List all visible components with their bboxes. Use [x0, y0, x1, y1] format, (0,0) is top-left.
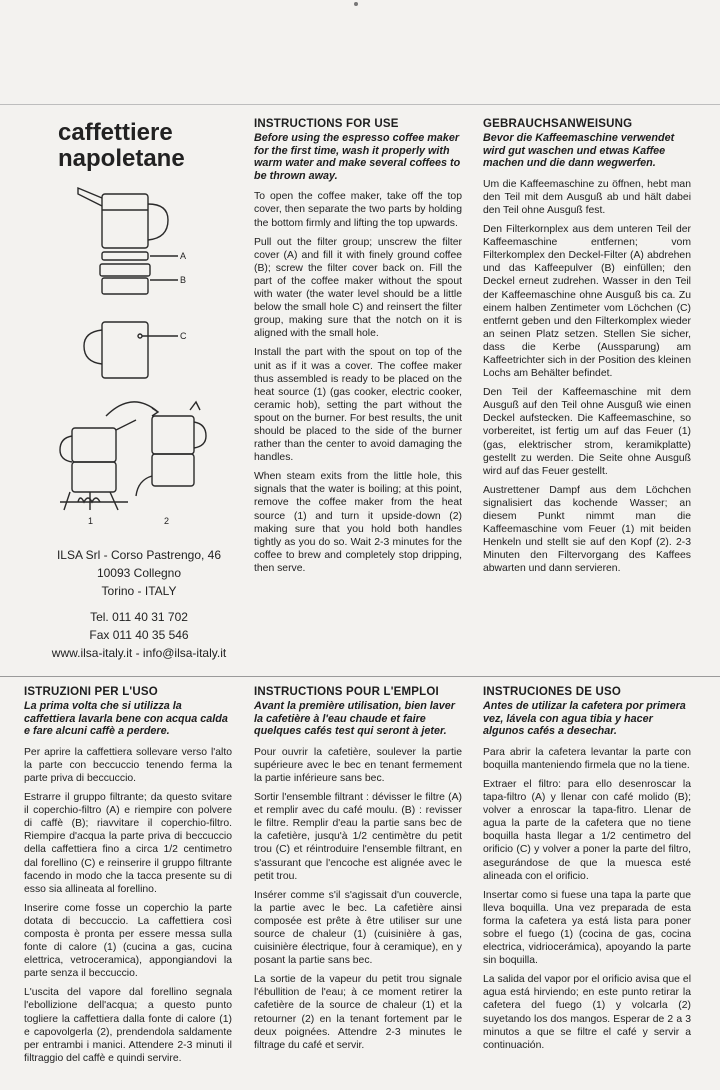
english-paragraph-4: When steam exits from the little hole, this signals that the water is boiling; at this point, remove the coffee maker from the heat source (1) and turn it upside-down (2) making sure that you hold both handles tightly as you do so. Wait 2-3 minutes for the coffee to brew and completely stop dripping, then serve.: [254, 471, 462, 574]
spanish-lead: Antes de utilizar la cafetera por primera vez, lávela con agua tibia y hacer algunos cafés a desechar.: [483, 700, 686, 738]
company-city: 10093 Collegno: [96, 566, 182, 580]
spanish-heading: INSTRUCIONES DE USO: [483, 686, 621, 698]
german-paragraph-2: Den Filterkornplex aus dem unteren Teil der Kaffeemaschine entfernen; vom Filterkomplex den Deckel-Filter (A) abdrehen und das Kaffeepulver (B) einfüllen; den Deckel erneut zudrehen. Wasser in den Teil der Kaffeemaschine ohne Ausguß bis ca. Zu einem halben Zentimeter vom Löchchen (C) entfernt geben und den Filterkomplex wieder an seinen Platz setzen. Stellen Sie sicher, dass die Kerbe (Aussparung) am Kaffeetrichter sich in der Position des kleinen Lochs am Behälter befindet.: [483, 224, 691, 380]
label-1: 1: [88, 516, 94, 526]
spanish-paragraph-1: Para abrir la cafetera levantar la parte con boquilla manteniendo firmela que no la tiene.: [483, 746, 691, 771]
english-paragraph-1: To open the coffee maker, take off the top cover, then separate the two parts by holding the bottom firmly and lifting the top upwards.: [254, 191, 462, 229]
company-region: Torino - ITALY: [101, 584, 177, 598]
company-fax: Fax 011 40 35 546: [89, 628, 189, 642]
top-divider: [0, 104, 720, 105]
french-paragraph-2: Sortir l'ensemble filtrant : dévisser le filtre (A) et remplir avec du café moulu. (B) : revisser le filtre. Remplir d'eau la partie sans bec de la cafetière, jusqu'à 1/2 centimètre du petit trou (C) et réintroduire l'ensemble filtrant, en s'assurant que l'encoche est alignée avec le petit trou.: [254, 792, 462, 882]
water-container-drawing: [84, 322, 178, 378]
english-paragraph-3: Install the part with the spout on top of the unit as if it was a cover. The coffee maker thus assembled is ready to be placed on the heat source (1) (gas cooker, electric cooker, ceramic hob), setting the part without the spout on the burner. For best results, the unit should be placed to the side of the burner rather than the center to avoid damaging the handles.: [254, 347, 462, 464]
label-c: C: [180, 331, 187, 341]
german-paragraph-3: Den Teil der Kaffeemaschine mit dem Ausguß auf den Teil ohne Ausguß wie einen Deckel aufstecken. Die Kaffeemaschine, so vorbereitet, ist fertig um auf das Feuer (1) (gas, elektrischer strom, keramikplatte) gestellt zu werden. Die Seite ohne Ausguß wird auf das Feuer gestellt.: [483, 387, 691, 477]
english-lead: Before using the espresso coffee maker for the first time, wash it properly with warm water and make several coffees to be thrown away.: [254, 132, 461, 182]
coffee-maker-illustration: [40, 180, 240, 530]
italian-paragraph-4: L'uscita del vapore dal forellino segnala l'ebollizione dell'acqua; a questo punto togliere la caffettiera dalla fonte di calore (1) e capovolgerla (2), prendendola saldamente per entrambi i manici. Attendere 2-3 minuti il filtraggio del caffè e quindi servire.: [24, 987, 232, 1064]
spanish-paragraph-2: Extraer el filtro: para ello desenroscar la tapa-filtro (A) y llenar con café molido (B); volver a enroscar la tapa-fitro. Llenar de agua la parte de la cafetera que no tiene boquilla hasta llegar a 1/2 centimetro del orificio (C) y volver a poner la parte del filtro, asegurándose de que la muesca esté alineada con el orificio.: [483, 778, 691, 882]
middle-divider: [0, 676, 720, 677]
label-2: 2: [164, 516, 170, 526]
scan-speck: [354, 2, 358, 6]
company-address: ILSA Srl - Corso Pastrengo, 46: [56, 548, 222, 562]
german-heading: GEBRAUCHSANWEISUNG: [483, 118, 633, 130]
spanish-paragraph-4: La salida del vapor por el orificio avisa que el agua está hirviendo; en este punto retirar la cafetera del fuego (1) y volcarla (2) suyetando los dos mangos. Esperar de 2 a 3 minutos a que se filtre el café y servir a continuación.: [483, 974, 691, 1051]
german-lead: Bevor die Kaffeemaschine verwendet wird gut waschen und etwas Kaffee machen und die dann wegwerfen.: [483, 132, 675, 170]
italian-paragraph-2: Estrarre il gruppo filtrante; da questo svitare il coperchio-filtro (A) e riempire con polvere di caffè (B); riavvitare il coperchio-filtro. Riempire d'acqua la parte priva di beccuccio della caffettiera fino a circa 1/2 centimetro dal forellino (C) e reinserire il gruppo filtrante facendo in modo che la tacca presente su di esso sia allineata al forellino.: [24, 792, 232, 895]
company-web: www.ilsa-italy.it - info@ilsa-italy.it: [51, 646, 227, 660]
spanish-paragraph-3: Insertar como si fuese una tapa la parte que lleva boquilla. Una vez preparada de esta forma la cafetera ya está lista para poner sobre el fuego (1) (cocina de gas, cocina electrica, vidriocerámica), apoyando la parte sin boquilla.: [483, 889, 691, 967]
french-heading: INSTRUCTIONS POUR L'EMPLOI: [254, 686, 439, 698]
italian-instructions: [24, 686, 232, 1071]
contact-gap: [24, 600, 254, 608]
upside-down-drawing: [136, 402, 206, 496]
label-a: A: [180, 251, 187, 261]
english-instructions: [254, 118, 462, 581]
italian-heading: ISTRUZIONI PER L'USO: [24, 686, 158, 698]
brand-title-line2: napoletane: [58, 145, 185, 172]
brand-title-line1: caffettiere: [58, 119, 173, 146]
spout-part-drawing: [78, 188, 168, 248]
german-instructions: [483, 118, 691, 582]
contact-block: [24, 546, 254, 662]
french-instructions: [254, 686, 462, 1058]
spanish-instructions: [483, 686, 691, 1058]
french-paragraph-4: La sortie de la vapeur du petit trou signale l'ébullition de l'eau; à ce moment retirer la cafetière de la source de chaleur (1) et la retourner (2) en la tenant fortement par le deux poignées. Attendre 2-3 minutes le filtrage du café et servir.: [254, 974, 462, 1051]
filter-cover-drawing: [102, 252, 178, 260]
french-paragraph-3: Insérer comme s'il s'agissait d'un couvercle, la partie avec le bec. La cafetière ainsi composée est prête à être utiliser sur une source de chaleur (1) (cuisinière à gas, cuisinière électrique, four à ceramique), en y posant la partie sans bec.: [254, 889, 462, 967]
french-lead: Avant la première utilisation, bien laver la cafetière à l'eau chaude et faire quelques cafés test qui seront à jeter.: [254, 700, 456, 738]
german-paragraph-1: Um die Kaffeemaschine zu öffnen, hebt man den Teil mit dem Ausguß ab und hält dabei den Teil ohne Ausguß fest.: [483, 178, 691, 216]
brand-title: [58, 120, 248, 172]
german-paragraph-4: Austrettener Dampf aus dem Löchchen signalisiert das kochende Wasser; an diesem Punkt nimmt man die Kaffeemaschine vom Feuer (1) mit beiden Henkeln und stellt sie auf den Kopf (2). 2-3 Minuten den Filtervorgang des Kaffees abwarten und dann servieren.: [483, 484, 691, 575]
italian-lead: La prima volta che si utilizza la caffettiera lavarla bene con acqua calda e fare alcuni caffè a perdere.: [24, 700, 228, 738]
french-paragraph-1: Pour ouvrir la cafetière, soulever la partie supérieure avec le bec en tenant fermement la partie inférieure sans bec.: [254, 746, 462, 784]
english-heading: INSTRUCTIONS FOR USE: [254, 118, 399, 130]
label-b: B: [180, 275, 187, 285]
turn-arrow: [106, 402, 158, 416]
assembled-on-stove-drawing: [60, 420, 136, 510]
filter-basket-drawing: [100, 264, 178, 294]
company-tel: Tel. 011 40 31 702: [90, 610, 188, 624]
english-paragraph-2: Pull out the filter group; unscrew the filter cover (A) and fill it with finely ground coffee (B); screw the filter cover back on. Fill the part of the coffee maker without the spout with water (the water level should be a little below the small hole C) and reinsert the filter group, making sure that the notch on it is aligned with the small hole.: [254, 236, 462, 340]
italian-paragraph-1: Per aprire la caffettiera sollevare verso l'alto la parte con beccuccio tenendo ferma la parte priva di beccuccio.: [24, 746, 232, 784]
italian-paragraph-3: Inserire come fosse un coperchio la parte dotata di beccuccio. La caffettiera così composta è pronta per essere messa sulla fonte di calore (1) (cucina a gas, cucina elettrica, vetroceramica), appongiandovi la parte senza il beccuccio.: [24, 902, 232, 980]
